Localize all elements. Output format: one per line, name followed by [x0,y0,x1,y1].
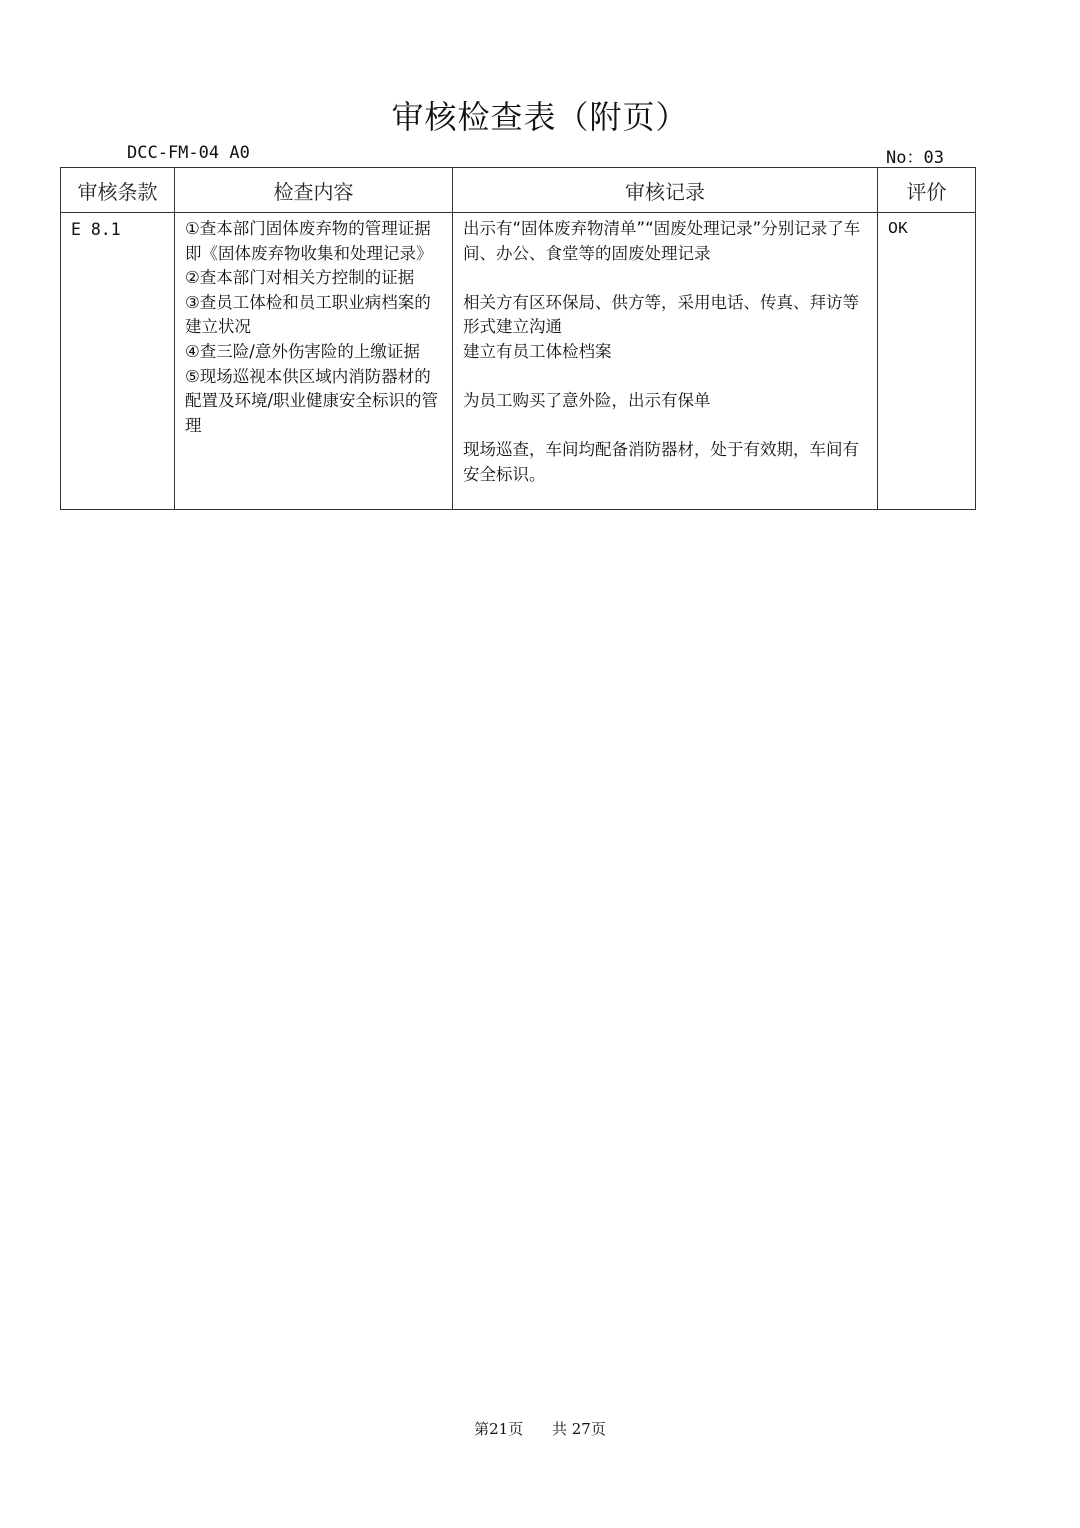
page-footer [0,1418,1080,1439]
clause-cell: E 8.1 [61,213,175,510]
check-item: ④查三险/意外伤害险的上缴证据 [185,341,420,361]
document-code: DCC-FM-04 A0 [127,143,250,163]
check-item: ⑤现场巡视本供区域内消防器材的配置及环境/职业健康安全标识的管理 [185,366,439,435]
check-item: ③查员工体检和员工职业病档案的建立状况 [185,292,431,337]
header-check-content: 检查内容 [175,168,453,213]
rating-cell: OK [878,213,976,510]
audit-record: 建立有员工体检档案 [463,341,612,361]
audit-record: 相关方有区环保局、供方等，采用电话、传真、拜访等形式建立沟通 [463,292,859,337]
header-clause: 审核条款 [61,168,175,213]
check-item: ①查本部门固体废弃物的管理证据即《固体废弃物收集和处理记录》 [185,219,433,263]
audit-record: 现场巡查，车间均配备消防器材，处于有效期，车间有安全标识。 [463,440,859,484]
header-rating: 评价 [878,168,976,213]
page-number: 第21页 [474,1420,524,1438]
page-total: 共 27页 [552,1420,606,1438]
table-row [61,213,976,510]
audit-record: 出示有“固体废弃物清单”“固废处理记录”分别记录了车间、办公、食堂等的固废处理记录 [463,219,861,263]
document-title: 审核检查表（附页） [391,98,689,136]
check-content-cell [175,213,453,510]
audit-record: 为员工购买了意外险，出示有保单 [463,391,711,411]
serial-number: No：03 [886,148,944,168]
check-item: ②查本部门对相关方控制的证据 [185,268,415,288]
header-audit-record: 审核记录 [453,168,878,213]
table-header-row [61,168,976,213]
audit-record-cell [453,213,878,510]
audit-checklist-table [60,167,976,510]
